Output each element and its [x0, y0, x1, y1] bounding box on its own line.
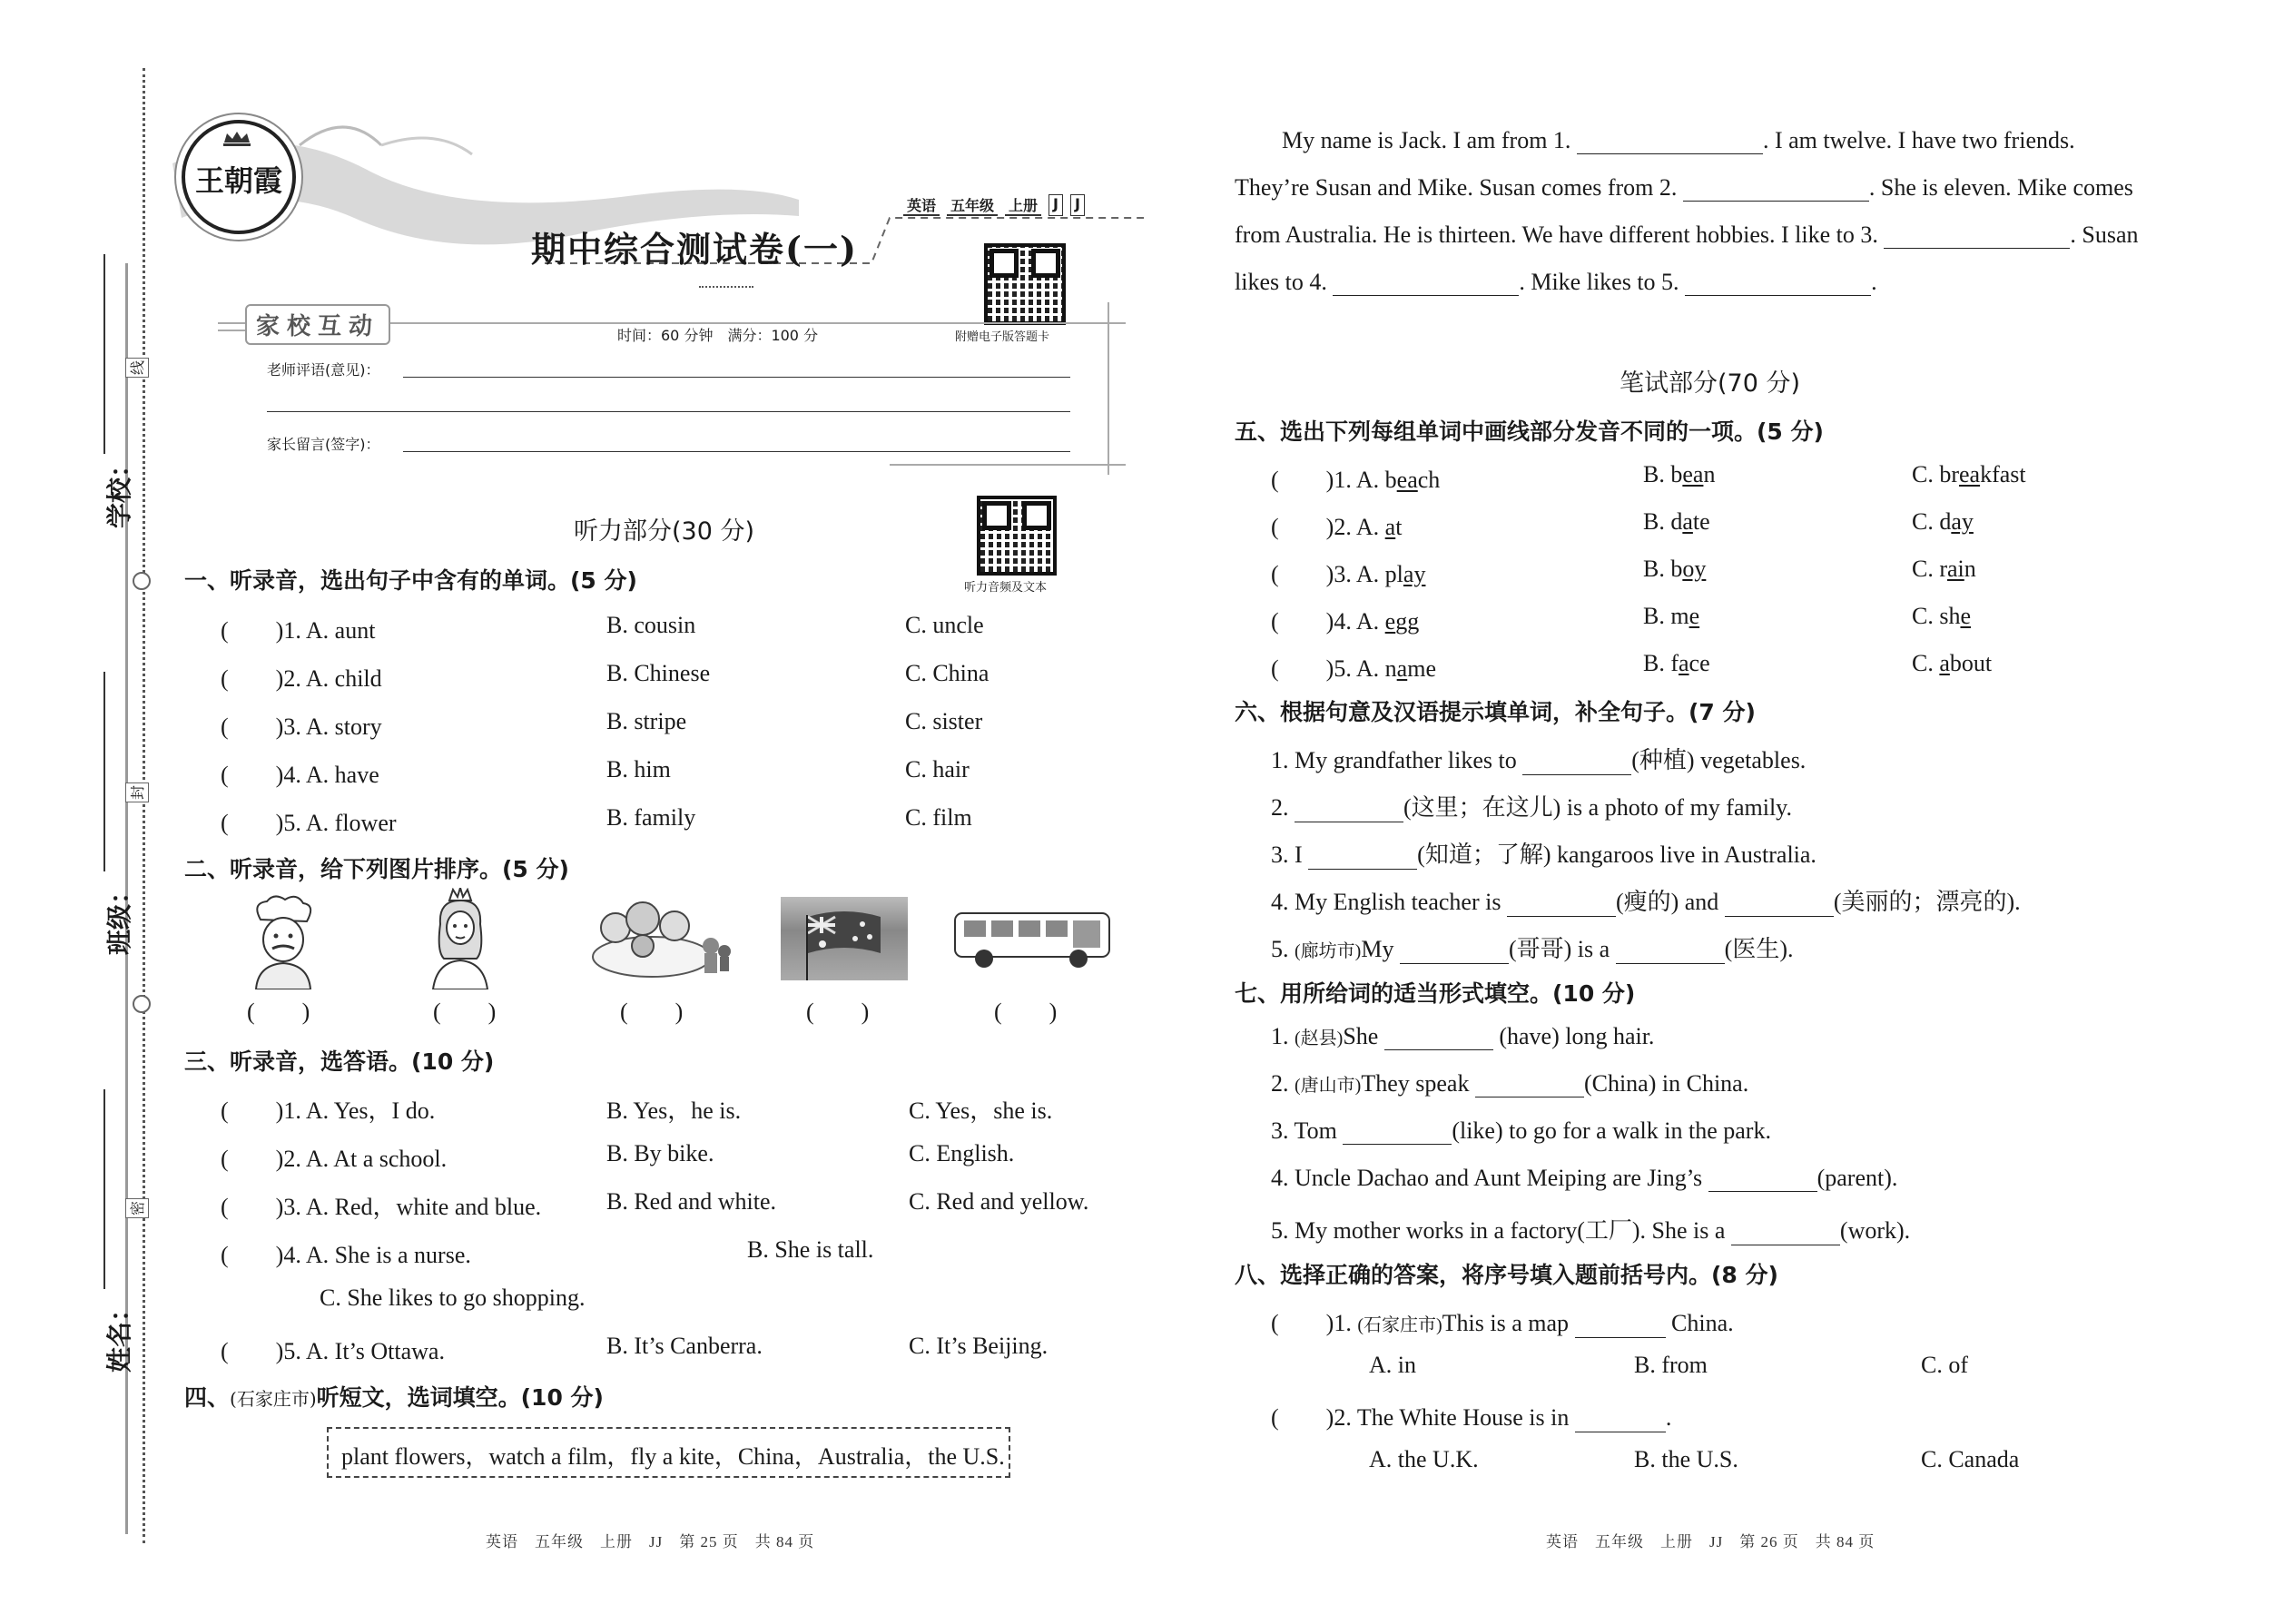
s1-item-2: ( )2. A. child B. Chinese C. China [221, 660, 989, 692]
option-b [1643, 603, 1699, 630]
option-a-text: pl [1384, 561, 1403, 587]
option-c-underlined: e [1960, 603, 1972, 629]
option-b-underlined: e [1689, 603, 1700, 629]
option-c [1912, 556, 1976, 583]
listening-audio-qr-code[interactable] [977, 496, 1057, 576]
option-c [1912, 650, 1992, 677]
answer-bracket[interactable]: ( [221, 1338, 276, 1364]
section3-title: 三、听录音，选答语。(10 分) [184, 1048, 495, 1075]
passage-blank-2[interactable] [1683, 181, 1869, 202]
passage-blank-1[interactable] [1577, 133, 1763, 154]
answer-bracket[interactable]: ( [221, 714, 276, 740]
chef-picture [247, 894, 320, 989]
binding-mark-secret: 密 [125, 1198, 149, 1218]
answer-bracket[interactable]: ( [1271, 514, 1326, 540]
picture-1-bracket[interactable]: ( ) [247, 999, 310, 1025]
answer-bracket[interactable]: ( [221, 762, 276, 788]
bus-picture [951, 908, 1115, 971]
option-c [1912, 461, 2026, 488]
section4-title: 四、(石家庄市)听短文，选词填空。(10 分) [184, 1384, 604, 1411]
picture-3-bracket[interactable]: ( ) [620, 999, 684, 1025]
school-label: 学校： [104, 451, 135, 529]
option-b [1643, 461, 1715, 488]
answer-bracket[interactable]: ( [221, 810, 276, 836]
teacher-comment-label: 老师评语(意见)： [267, 361, 380, 379]
binding-hole-2 [133, 995, 151, 1013]
s1-item-5: ( )5. A. flower B. family C. film [221, 804, 972, 836]
s7-item-1: 1. (赵县)She (have) long hair. [1271, 1023, 1655, 1049]
city-tag: (唐山市) [1295, 1076, 1362, 1096]
s7-item-4: 4. Uncle Dachao and Aunt Meiping are Jing’s (parent). [1271, 1165, 1898, 1191]
option-a-text: b [1384, 467, 1397, 493]
answer-bracket[interactable]: ( [1271, 561, 1326, 587]
s5-number: )2. A. [1325, 514, 1385, 540]
option-a-text: n [1384, 655, 1397, 682]
s3-item-3: ( )3. A. Red，white and blue. B. Red and white. C. Red and yellow. [221, 1188, 1089, 1220]
s6-blank-2[interactable] [1295, 802, 1403, 822]
s8-item-2: ( )2. The White House is in . [1271, 1404, 1672, 1431]
grade-tags [903, 194, 1085, 216]
s6-blank-4[interactable] [1507, 896, 1616, 917]
s8-blank-2[interactable] [1575, 1412, 1666, 1432]
class-label: 班级： [104, 878, 135, 956]
passage-line-1: My name is Jack. I am from 1. . I am twelve. I have two friends. [1282, 127, 2075, 153]
option-b-underlined: a [1682, 508, 1693, 535]
answer-bracket[interactable]: ( [1271, 655, 1326, 682]
option-c-text: n [1964, 556, 1976, 582]
binding-hole-1 [133, 572, 151, 590]
s5-item-4 [1271, 603, 1972, 636]
passage-line-2: They’re Susan and Mike. Susan comes from 2. . She is eleven. Mike comes [1235, 174, 2133, 201]
s5-item-5 [1271, 650, 1993, 684]
footer-left: 英语 五年级 上册 JJ 第 25 页 共 84 页 [486, 1533, 815, 1550]
s1-item-3: ( )3. A. story B. stripe C. sister [221, 708, 983, 740]
writing-title: 笔试部分(70 分) [1620, 369, 1801, 398]
time-info: 时间：60 分钟 满分：100 分 [617, 327, 819, 344]
passage-blank-3[interactable] [1884, 228, 2070, 249]
picture-2-bracket[interactable]: ( ) [433, 999, 497, 1025]
footer-right: 英语 五年级 上册 JJ 第 26 页 共 84 页 [1546, 1533, 1876, 1550]
passage-blank-5[interactable] [1685, 275, 1871, 296]
s6-item-4: 4. My English teacher is (瘦的) and (美丽的；漂亮的). [1271, 889, 2021, 915]
s6-blank-3[interactable] [1308, 849, 1417, 870]
option-a-underlined: a [1384, 514, 1396, 540]
option-c-underlined: a [1939, 650, 1950, 676]
brand-logo [182, 120, 296, 234]
s5-number: )3. A. [1325, 561, 1385, 587]
home-school-box [218, 302, 1126, 475]
option-a-underlined: e [1384, 608, 1396, 635]
tag-edition-2: J [1070, 194, 1085, 216]
option-a-text: t [1395, 514, 1403, 540]
tag-edition-1: J [1049, 194, 1063, 216]
tag-grade: 五年级 [947, 194, 998, 216]
s3-item-2: ( )2. A. At a school. B. By bike. C. English. [221, 1140, 1015, 1172]
option-b-text: ce [1689, 650, 1710, 676]
option-a-underlined: ay [1403, 561, 1426, 587]
s6-item-2: 2. (这里；在这儿) is a photo of my family. [1271, 794, 1792, 821]
tag-subject: 英语 [903, 194, 940, 216]
animal-family-picture [588, 891, 733, 982]
s6-blank-7[interactable] [1616, 943, 1725, 964]
section1-title: 一、听录音，选出句子中含有的单词。(5 分) [184, 567, 637, 594]
s6-blank-1[interactable] [1522, 754, 1631, 775]
answer-bracket[interactable]: ( [221, 1097, 276, 1124]
binding-mark-seal: 封 [125, 782, 149, 802]
option-c-text: kfast [1980, 461, 2026, 487]
home-school-badge: 家校互动 [245, 304, 390, 345]
answer-bracket[interactable]: ( [1271, 1310, 1326, 1336]
s3-item-4: ( )4. A. She is a nurse. B. She is tall. [221, 1236, 874, 1268]
listening-title: 听力部分(30 分) [574, 517, 755, 546]
qr1-caption: 附赠电子版答题卡 [955, 330, 1050, 344]
option-b-text: B. d [1643, 508, 1683, 535]
option-c-text: C. sh [1912, 603, 1961, 629]
s3-item-4-option-c: C. She likes to go shopping. [320, 1284, 586, 1311]
option-b [1643, 556, 1706, 583]
exam-title: 期中综合测试卷(一) [531, 229, 858, 270]
s6-blank-6[interactable] [1400, 943, 1509, 964]
option-b [1643, 508, 1710, 536]
s6-item-1: 1. My grandfather likes to (种植) vegetables. [1271, 747, 1807, 773]
picture-5-bracket[interactable]: ( ) [994, 999, 1058, 1025]
option-b-text: B. b [1643, 556, 1683, 582]
answer-bracket[interactable]: ( [221, 1194, 276, 1220]
s7-item-5: 5. My mother works in a factory(工厂). She is a (work). [1271, 1217, 1911, 1244]
s5-number: )5. A. [1325, 655, 1385, 682]
name-field[interactable] [54, 1089, 135, 1380]
option-a-text: me [1407, 655, 1436, 682]
option-b-text: B. b [1643, 461, 1683, 487]
option-c-text: C. d [1912, 508, 1952, 535]
s3-item-5: ( )5. A. It’s Ottawa. B. It’s Canberra. C. It’s Beijing. [221, 1333, 1049, 1364]
teacher-comment-field[interactable] [267, 359, 1075, 422]
option-b-text: n [1703, 461, 1716, 487]
title-dots [699, 275, 753, 288]
parent-comment-label: 家长留言(签字)： [267, 436, 380, 453]
s7-blank-3[interactable] [1343, 1124, 1452, 1145]
answer-bracket[interactable]: ( [221, 1146, 276, 1172]
word-box [327, 1427, 1010, 1478]
s1-item-4: ( )4. A. have B. him C. hair [221, 756, 970, 788]
option-b-underlined: a [1679, 650, 1689, 676]
tag-volume: 上册 [1005, 194, 1041, 216]
city-tag: (石家庄市) [230, 1388, 317, 1410]
australia-flag-picture [781, 897, 908, 980]
option-b-underlined: ea [1682, 461, 1704, 487]
option-c-text: C. r [1912, 556, 1947, 582]
brand-name: 王朝霞 [194, 163, 282, 198]
s5-item-3 [1271, 556, 1976, 589]
answer-bracket[interactable]: ( [221, 617, 276, 644]
s6-blank-5[interactable] [1725, 896, 1834, 917]
answer-bracket[interactable]: ( [1271, 467, 1326, 493]
option-c-text: C. br [1912, 461, 1959, 487]
s7-blank-1[interactable] [1384, 1029, 1493, 1050]
parent-comment-field[interactable] [267, 433, 1075, 460]
s8-blank-1[interactable] [1575, 1317, 1666, 1338]
option-b-text: B. m [1643, 603, 1689, 629]
s6-item-3: 3. I (知道；了解) kangaroos live in Australia. [1271, 842, 1816, 868]
queen-picture [424, 888, 497, 989]
name-label: 姓名： [104, 1295, 135, 1373]
binding-mark-line: 线 [125, 358, 149, 378]
binding-dotted-line [143, 68, 145, 1543]
s1-item-1: ( )1. A. aunt B. cousin C. uncle [221, 612, 984, 644]
option-b-text: B. f [1643, 650, 1679, 676]
section2-title: 二、听录音，给下列图片排序。(5 分) [184, 856, 569, 882]
city-tag: (石家庄市) [1357, 1315, 1442, 1335]
s5-item-2 [1271, 508, 1974, 542]
option-c [1912, 508, 1974, 536]
answer-bracket[interactable]: ( [1271, 1404, 1326, 1431]
answer-bracket[interactable]: ( [1271, 608, 1326, 635]
s3-item-1: ( )1. A. Yes，I do. B. Yes，he is. C. Yes，she is. [221, 1097, 1053, 1124]
s8-item-1-options: A. in B. from C. of [1369, 1352, 1968, 1378]
section8-title: 八、选择正确的答案，将序号填入题前括号内。(8 分) [1235, 1262, 1778, 1288]
option-c-text: C. [1912, 650, 1940, 676]
option-a-underlined: ea [1396, 467, 1418, 493]
word-box-text: plant flowers，watch a film，fly a kite，China，Australia，the U.S. [341, 1443, 1005, 1470]
passage-line-3: from Australia. He is thirteen. We have different hobbies. I like to 3. . Susan [1235, 221, 2139, 248]
section6-title: 六、根据句意及汉语提示填单词，补全句子。(7 分) [1235, 699, 1756, 725]
s7-item-2: 2. (唐山市)They speak (China) in China. [1271, 1070, 1749, 1097]
qr2-caption: 听力音频及文本 [964, 581, 1048, 595]
section7-title: 七、用所给词的适当形式填空。(10 分) [1235, 980, 1636, 1007]
class-field[interactable] [54, 672, 135, 962]
city-tag: (廊坊市) [1295, 941, 1362, 961]
s8-item-2-options: A. the U.K. B. the U.S. C. Canada [1369, 1446, 2020, 1472]
s7-blank-4[interactable] [1708, 1171, 1817, 1192]
picture-4-bracket[interactable]: ( ) [806, 999, 870, 1025]
option-a-underlined: a [1396, 655, 1408, 682]
option-c-underlined: ay [1951, 508, 1974, 535]
s5-number: )4. A. [1325, 608, 1385, 635]
passage-blank-4[interactable] [1333, 275, 1519, 296]
option-c [1912, 603, 1971, 630]
s5-number: )1. A. [1325, 467, 1385, 493]
option-c-underlined: ai [1947, 556, 1964, 582]
brand-crown-icon [223, 131, 251, 146]
option-a-text: gg [1395, 608, 1420, 635]
option-c-underlined: ea [1959, 461, 1981, 487]
s8-item-1: ( )1. (石家庄市)This is a map China. [1271, 1310, 1734, 1336]
s7-blank-5[interactable] [1731, 1225, 1840, 1245]
answer-bracket[interactable]: ( [221, 1242, 276, 1268]
s7-blank-2[interactable] [1475, 1077, 1584, 1097]
city-tag: (赵县) [1295, 1029, 1344, 1048]
passage-line-4: likes to 4. . Mike likes to 5. . [1235, 269, 1877, 295]
option-b [1643, 650, 1710, 677]
option-b-underlined: oy [1682, 556, 1707, 582]
option-c-text: bout [1949, 650, 1993, 676]
section5-title: 五、选出下列每组单词中画线部分发音不同的一项。(5 分) [1235, 418, 1824, 445]
s6-item-5: 5. (廊坊市)My (哥哥) is a (医生). [1271, 936, 1794, 962]
option-a-text: ch [1417, 467, 1441, 493]
s7-item-3: 3. Tom (like) to go for a walk in the park. [1271, 1117, 1771, 1144]
option-b-text: te [1692, 508, 1710, 535]
school-field[interactable] [54, 254, 135, 545]
answer-bracket[interactable]: ( [221, 665, 276, 692]
s5-item-1 [1271, 461, 2026, 495]
